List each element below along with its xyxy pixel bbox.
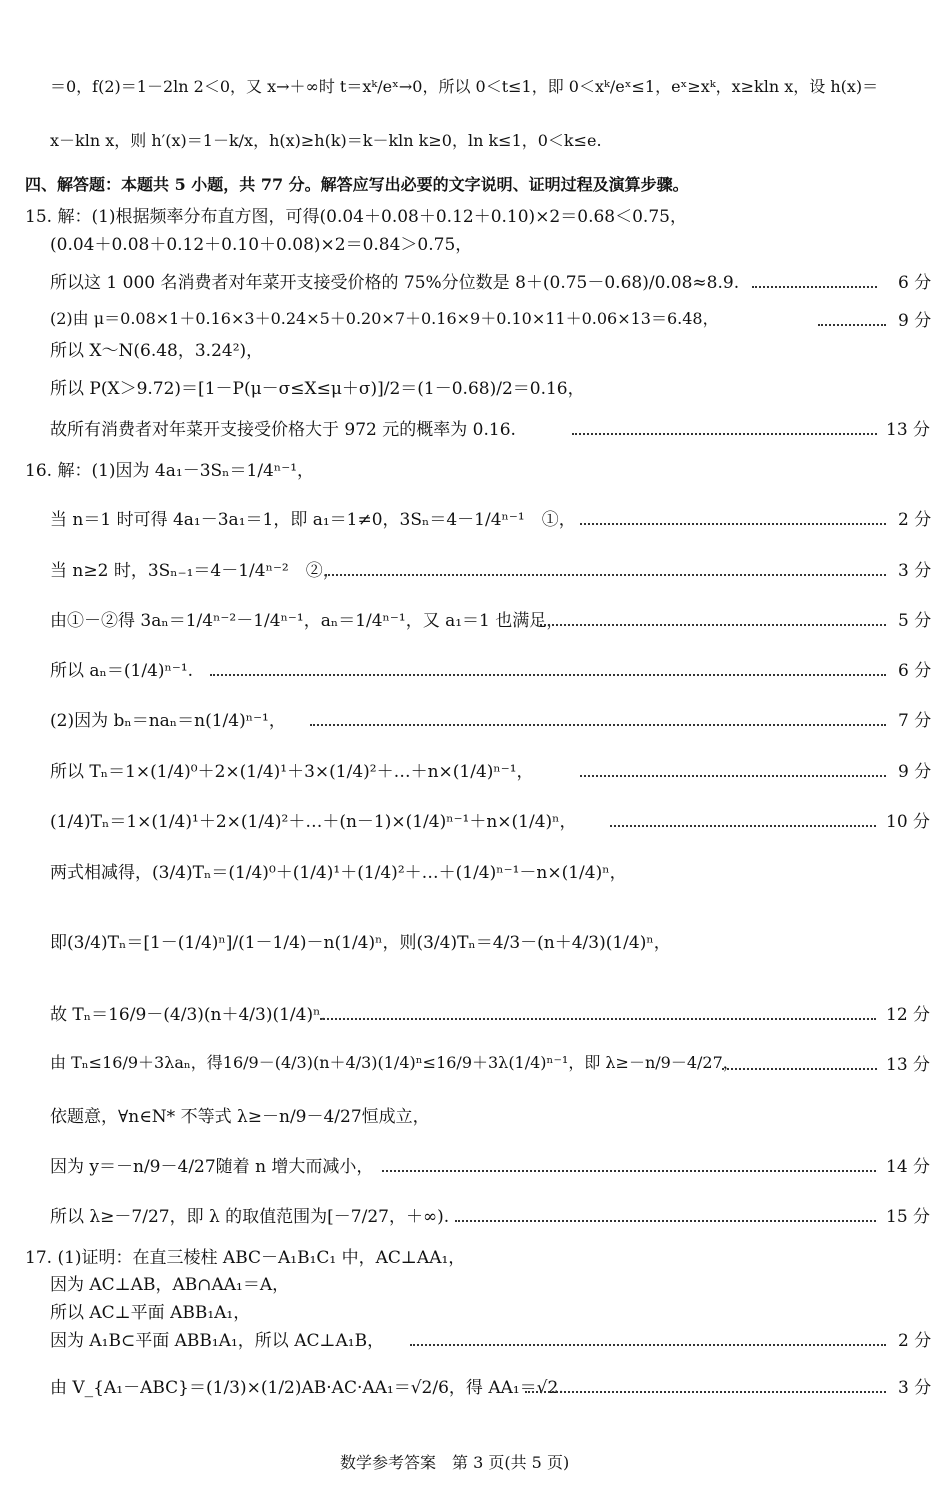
p16-score-3: 5 分 xyxy=(898,611,932,631)
dot-leader xyxy=(580,523,886,525)
p17-line-4: 因为 A₁B⊂平面 ABB₁A₁，所以 AC⊥A₁B， xyxy=(50,1331,385,1351)
p17-score-2: 3 分 xyxy=(898,1378,932,1398)
p15-line-6: 所以 P(X＞9.72)＝[1－P(μ－σ≤X≤μ＋σ)]/2＝(1－0.68)/2＝0.16， xyxy=(50,379,585,399)
dot-leader xyxy=(325,574,886,576)
p17-line-3: 所以 AC⊥平面 ABB₁A₁， xyxy=(50,1303,251,1323)
continued-line-2: x－kln x，则 h′(x)＝1－k/x，h(x)≥h(k)＝k－kln k≥0，ln k≤1，0＜k≤e. xyxy=(50,131,602,150)
p16-line-15: 所以 λ≥－7/27，即 λ 的取值范围为[－7/27，＋∞). xyxy=(50,1207,450,1227)
p16-line-13: 依题意，∀n∈N* 不等式 λ≥－n/9－4/27恒成立， xyxy=(50,1107,430,1127)
section-heading: 四、解答题：本题共 5 小题，共 77 分。解答应写出必要的文字说明、证明过程及演算步骤。 xyxy=(25,175,689,194)
dot-leader xyxy=(525,1391,886,1393)
p17-line-2: 因为 AC⊥AB，AB∩AA₁＝A， xyxy=(50,1275,290,1295)
p16-line-2: 当 n＝1 时可得 4a₁－3a₁＝1，即 a₁＝1≠0，3Sₙ＝4－1/4ⁿ⁻¹ ①， xyxy=(50,510,576,530)
p16-line-11: 故 Tₙ＝16/9－(4/3)(n＋4/3)(1/4)ⁿ. xyxy=(50,1005,326,1025)
p15-score-3: 13 分 xyxy=(886,420,931,440)
p16-score-2: 3 分 xyxy=(898,561,932,581)
p15-score-2: 9 分 xyxy=(898,311,932,331)
p16-score-7: 10 分 xyxy=(886,812,931,832)
continued-line-1: ＝0，f(2)＝1－2ln 2＜0，又 x→＋∞时 t＝xᵏ/eˣ→0，所以 0＜t≤1，即 0＜xᵏ/eˣ≤1，eˣ≥xᵏ，x≥kln x，设 h(x)＝ xyxy=(50,77,879,96)
p16-score-11: 15 分 xyxy=(886,1207,931,1227)
p16-line-7: 所以 Tₙ＝1×(1/4)⁰＋2×(1/4)¹＋3×(1/4)²＋…＋n×(1/4)ⁿ⁻¹， xyxy=(50,762,534,782)
dot-leader xyxy=(455,1220,876,1222)
p15-score-1: 6 分 xyxy=(898,273,932,293)
p16-line-6: (2)因为 bₙ＝naₙ＝n(1/4)ⁿ⁻¹， xyxy=(50,711,286,731)
dot-leader xyxy=(752,286,877,288)
p16-line-8: (1/4)Tₙ＝1×(1/4)¹＋2×(1/4)²＋…＋(n－1)×(1/4)ⁿ⁻¹＋n×(1/4)ⁿ， xyxy=(50,812,577,832)
p17-line-5: 由 V_{A₁－ABC}＝(1/3)×(1/2)AB·AC·AA₁＝√2/6，得 AA₁＝√2. xyxy=(50,1378,564,1398)
p16-score-6: 9 分 xyxy=(898,762,932,782)
p15-line-2: (0.04＋0.08＋0.12＋0.10＋0.08)×2＝0.84＞0.75， xyxy=(50,235,473,255)
page-footer: 数学参考答案 第 3 页(共 5 页) xyxy=(340,1453,570,1472)
p17-line-1: 17. (1)证明：在直三棱柱 ABC－A₁B₁C₁ 中，AC⊥AA₁， xyxy=(25,1248,466,1268)
p15-line-4: (2)由 μ＝0.08×1＋0.16×3＋0.24×5＋0.20×7＋0.16×9＋0.10×11＋0.06×13＝6.48， xyxy=(50,309,719,328)
p16-line-4: 由①－②得 3aₙ＝1/4ⁿ⁻²－1/4ⁿ⁻¹，aₙ＝1/4ⁿ⁻¹，又 a₁＝1 也满足， xyxy=(50,611,564,631)
dot-leader xyxy=(572,433,877,435)
dot-leader xyxy=(320,1018,876,1020)
p16-line-9: 两式相减得，(3/4)Tₙ＝(1/4)⁰＋(1/4)¹＋(1/4)²＋…＋(1/4)ⁿ⁻¹－n×(1/4)ⁿ， xyxy=(50,863,627,883)
dot-leader xyxy=(382,1170,876,1172)
p16-line-14: 因为 y＝－n/9－4/27随着 n 增大而减小， xyxy=(50,1157,374,1177)
p15-line-5: 所以 X～N(6.48，3.24²)， xyxy=(50,341,264,361)
dot-leader xyxy=(722,1068,877,1070)
p16-line-3: 当 n≥2 时，3Sₙ₋₁＝4－1/4ⁿ⁻² ②， xyxy=(50,561,340,581)
p16-score-10: 14 分 xyxy=(886,1157,931,1177)
p15-line-7: 故所有消费者对年菜开支接受价格大于 972 元的概率为 0.16. xyxy=(50,420,516,440)
p16-line-1: 16. 解：(1)因为 4a₁－3Sₙ＝1/4ⁿ⁻¹， xyxy=(25,461,315,481)
p17-score-1: 2 分 xyxy=(898,1331,932,1351)
dot-leader xyxy=(540,624,886,626)
p16-line-10: 即(3/4)Tₙ＝[1－(1/4)ⁿ]/(1－1/4)－n(1/4)ⁿ，则(3/4)Tₙ＝4/3－(n＋4/3)(1/4)ⁿ， xyxy=(50,933,671,953)
dot-leader xyxy=(310,724,886,726)
p15-line-3: 所以这 1 000 名消费者对年菜开支接受价格的 75%分位数是 8＋(0.75－0.68)/0.08≈8.9. xyxy=(50,273,740,293)
dot-leader xyxy=(210,674,886,676)
dot-leader xyxy=(410,1344,886,1346)
p16-score-5: 7 分 xyxy=(898,711,932,731)
p16-score-8: 12 分 xyxy=(886,1005,931,1025)
p16-line-12: 由 Tₙ≤16/9＋3λaₙ，得16/9－(4/3)(n＋4/3)(1/4)ⁿ≤16/9＋3λ(1/4)ⁿ⁻¹，即 λ≥－n/9－4/27， xyxy=(50,1053,739,1072)
p16-score-4: 6 分 xyxy=(898,661,932,681)
p15-line-1: 15. 解：(1)根据频率分布直方图，可得(0.04＋0.08＋0.12＋0.10)×2＝0.68＜0.75， xyxy=(25,207,687,227)
dot-leader xyxy=(610,825,876,827)
dot-leader xyxy=(580,775,886,777)
dot-leader xyxy=(818,324,886,326)
p16-score-9: 13 分 xyxy=(886,1055,931,1075)
p16-line-5: 所以 aₙ＝(1/4)ⁿ⁻¹. xyxy=(50,661,194,681)
p16-score-1: 2 分 xyxy=(898,510,932,530)
